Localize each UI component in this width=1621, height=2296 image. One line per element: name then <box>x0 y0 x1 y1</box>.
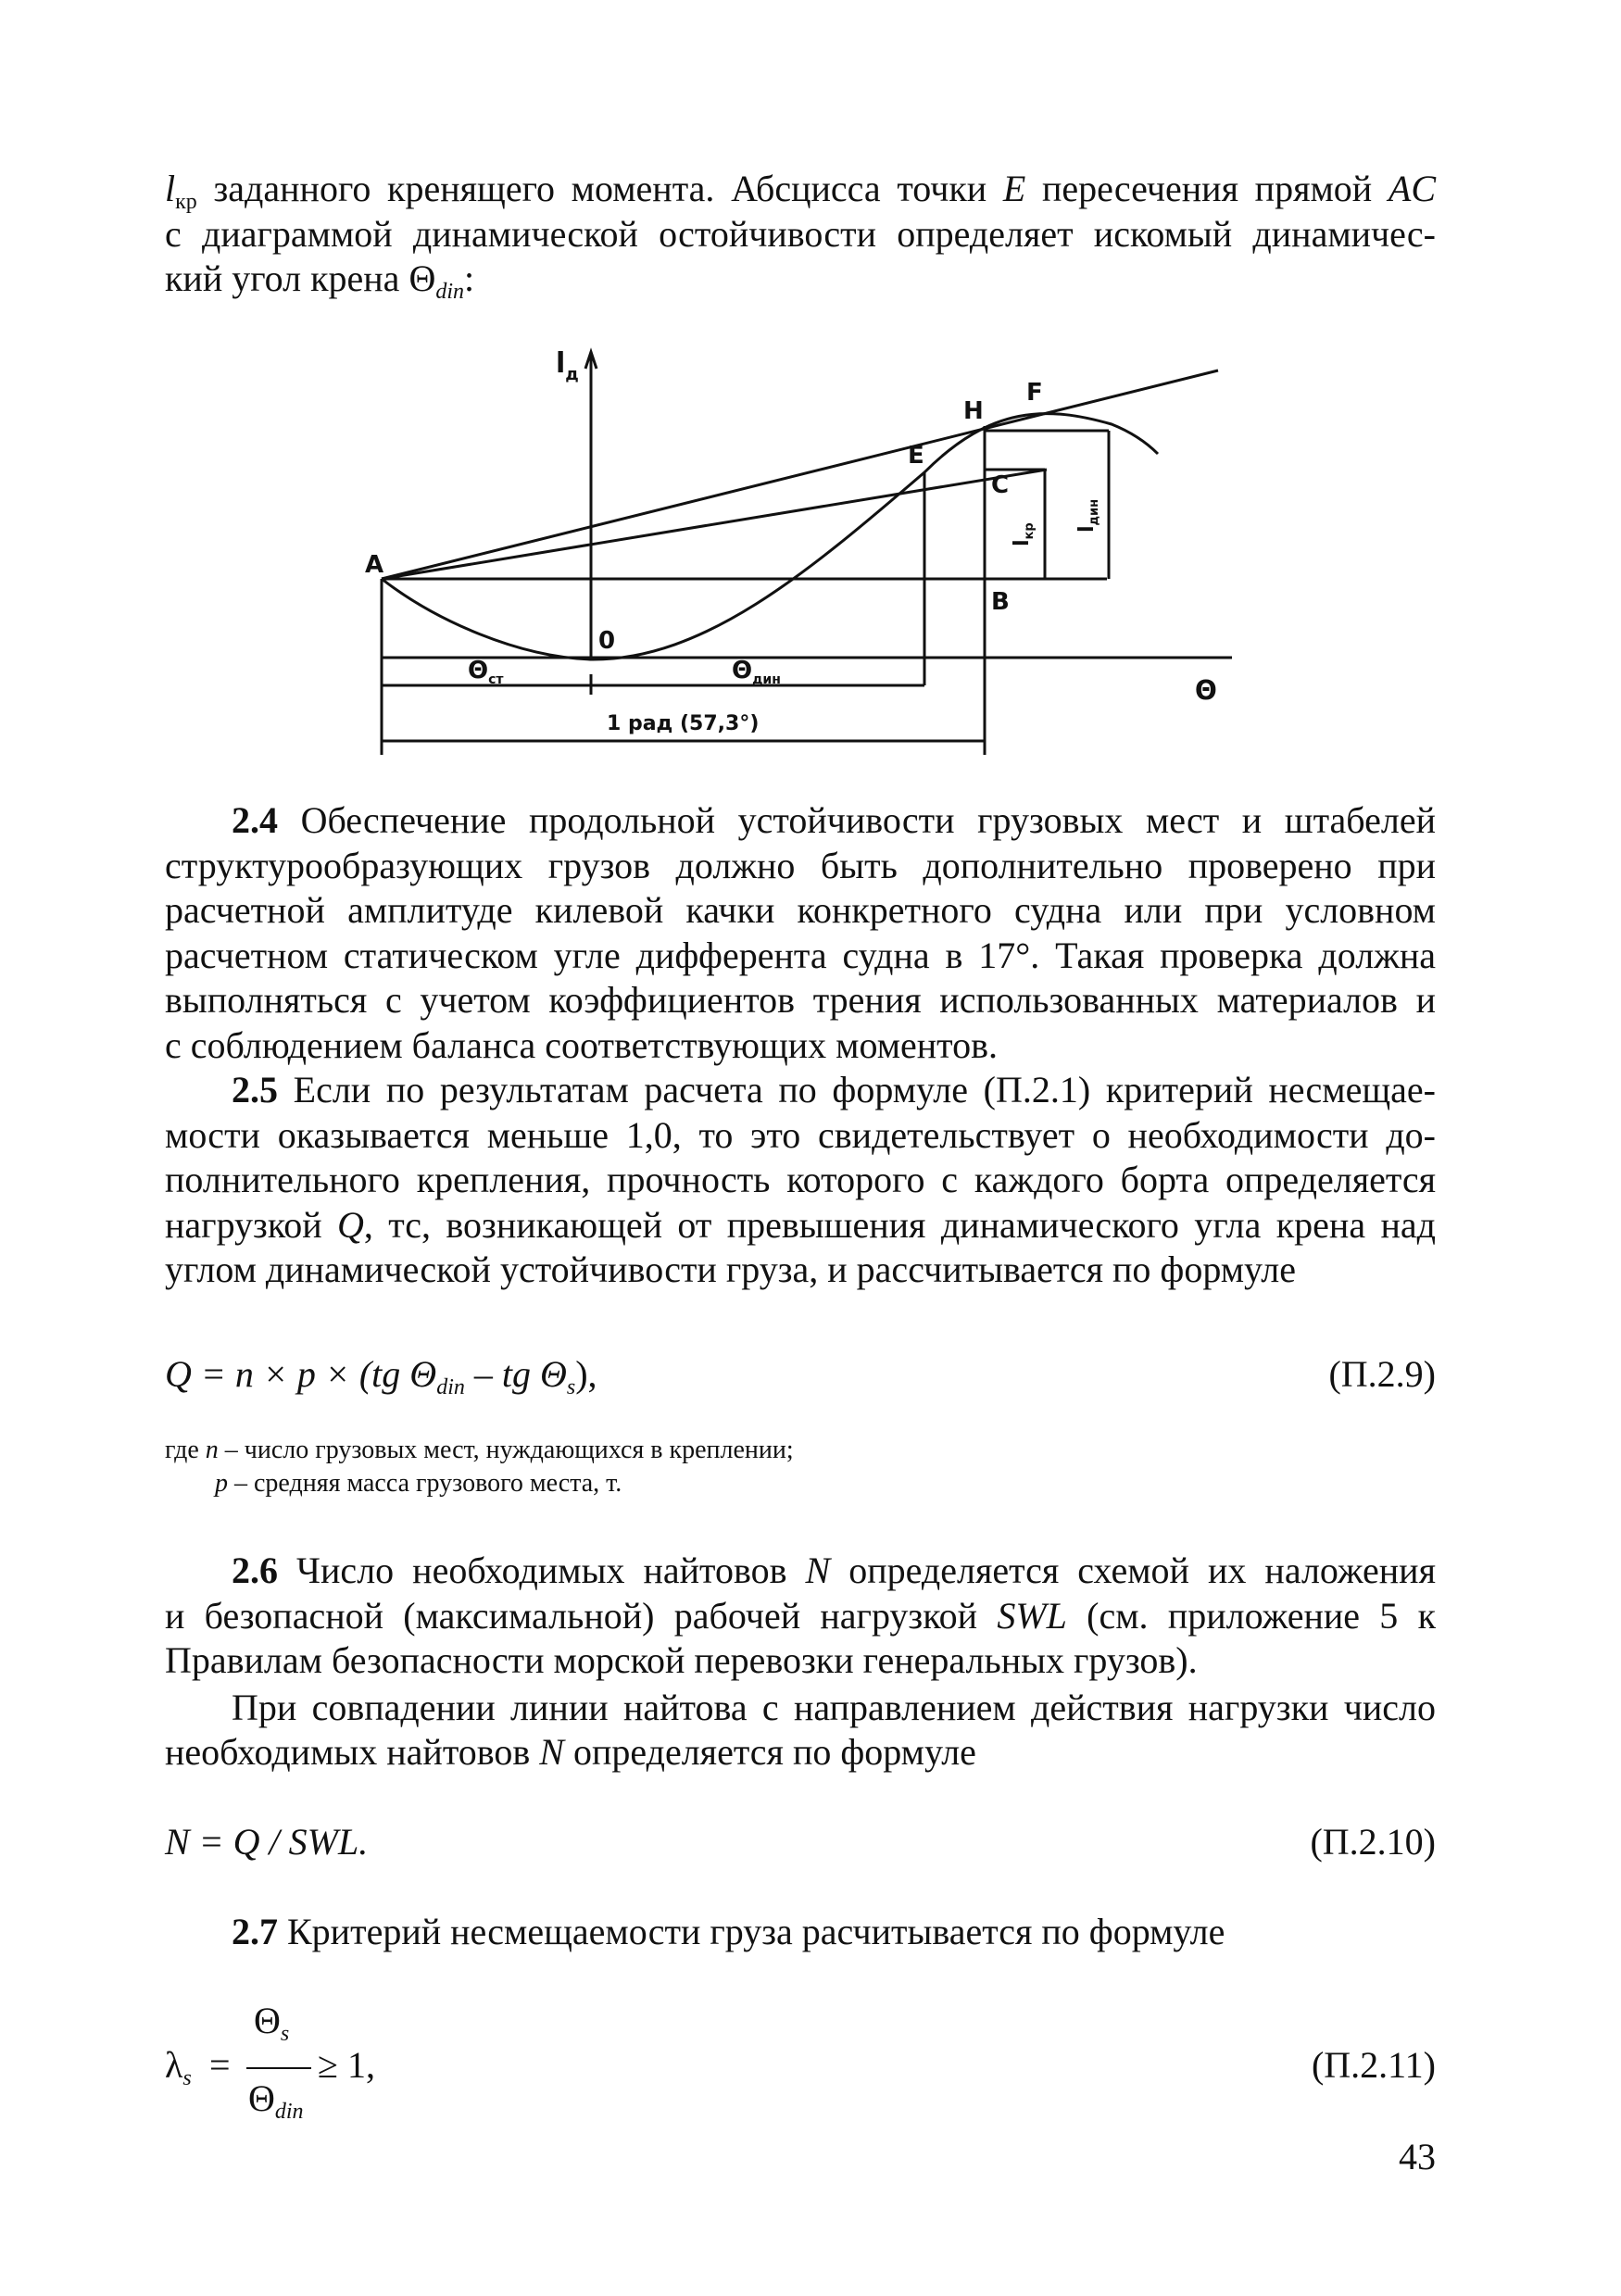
section-number: 2.7 <box>232 1911 278 1952</box>
fraction-denominator: $\Theta_{din}$ <box>248 2077 304 2124</box>
s25-line-1 <box>165 1068 1436 1113</box>
equation-number-p-2-10: (П.2.10) <box>1310 1821 1436 1863</box>
s25-line-2: мости оказывается меньше 1,0, то это свидетельствует о необходимости до- <box>165 1113 1436 1156</box>
label-theta-st: $\Theta_{ст}$ <box>468 657 504 687</box>
where-text-b: – число грузовых мест, нуждающихся в креплении; <box>218 1436 794 1464</box>
f29-mid: – tg Θ <box>464 1353 567 1395</box>
label-l-dyn: $l_{дин}$ <box>1075 498 1101 533</box>
intro-line-1 <box>165 167 1436 212</box>
label-o: 0 <box>598 627 616 655</box>
formula-p-2-11 <box>165 1999 443 2128</box>
s24-line-2: структурообразующих грузов должно быть дополнительно проверено при <box>165 844 1436 886</box>
s27-line-1 <box>165 1910 1436 1955</box>
label-l-axis: $l_д$ <box>556 347 579 384</box>
intro-line-3 <box>165 257 1436 302</box>
label-b: B <box>991 588 1010 616</box>
s24-line-1 <box>165 798 1436 844</box>
intro-text-a: заданного кренящего момента. Абсцисса точки <box>196 168 1003 209</box>
var-p: p <box>215 1469 228 1498</box>
s26-line-2 <box>165 1594 1436 1639</box>
label-l-kr: $l_{кр}$ <box>1011 522 1037 546</box>
f29-sub-s: s <box>566 1375 576 1399</box>
section-number: 2.6 <box>232 1549 278 1591</box>
s26-text-2b: (см. приложение 5 к <box>1066 1594 1437 1637</box>
s25-text-4b: , тс, возникающей от превышения динамического угла крена над <box>363 1203 1436 1246</box>
where-line-2 <box>215 1467 622 1500</box>
s27-text: Критерий несмещаемости груза расчитывается по формуле <box>278 1911 1225 1952</box>
dynamic-stability-diagram <box>0 333 1621 769</box>
dynamic-stability-curve <box>382 414 1158 659</box>
line-ac <box>382 470 1047 579</box>
s26-text-1a: Число необходимых найтовов <box>278 1549 806 1591</box>
label-theta-dyn: $\Theta_{дин}$ <box>732 657 781 687</box>
label-f: F <box>1026 379 1043 407</box>
formula-p-2-10: N = Q / SWL. <box>165 1821 369 1863</box>
where-text-a: где <box>165 1436 206 1464</box>
intro-text-c: кий угол крена Θ <box>165 257 436 299</box>
fraction-numerator: $\Theta_s$ <box>254 2000 290 2046</box>
s26-p2-line-1: При совпадении линии найтова с направлением действия нагрузки число <box>232 1686 1436 1728</box>
colon: : <box>464 257 475 299</box>
section-2-7 <box>165 1910 1436 1955</box>
label-rad: 1 рад (57,3°) <box>607 712 760 735</box>
f29-end: ), <box>575 1353 597 1395</box>
page-number: 43 <box>1399 2136 1436 2177</box>
f29-sub-din: din <box>436 1375 465 1399</box>
where-text-c: – средняя масса грузового места, т. <box>228 1469 622 1498</box>
f211-rhs: ≥ 1, <box>318 2044 375 2086</box>
s24-line-4: расчетном статическом угле дифферента судна в 17°. Такая проверка должна <box>165 934 1436 976</box>
s25-text-1: Если по результатам расчета по формуле (П.2.1) критерий несмещае- <box>278 1069 1436 1110</box>
equals-sign: = <box>209 2044 231 2086</box>
s24-line-6: с соблюдением баланса соответствующих моментов. <box>165 1023 999 1066</box>
equation-number-p-2-11: (П.2.11) <box>1311 2044 1436 2086</box>
s26-line-1 <box>165 1549 1436 1594</box>
section-number: 2.5 <box>232 1069 278 1110</box>
l-symbol: l <box>165 168 176 209</box>
s26-line-3: Правилам безопасности морской перевозки генеральных грузов). <box>165 1639 1198 1681</box>
label-a: A <box>365 551 384 579</box>
label-h: H <box>963 397 984 425</box>
l-subscript: кр <box>175 190 197 214</box>
label-theta-axis: Θ <box>1195 675 1217 706</box>
label-e: E <box>908 442 924 470</box>
f29-lhs: Q = n × p × (tg Θ <box>165 1353 437 1395</box>
where-line-1 <box>165 1434 794 1467</box>
line-ac: AC <box>1388 168 1437 209</box>
s25-line-5: углом динамической устойчивости груза, и рассчитывается по формуле <box>165 1248 1296 1290</box>
intro-text-b: пересечения прямой <box>1025 168 1389 209</box>
var-n: N <box>805 1549 831 1591</box>
s25-line-3: полнительного крепления, прочность которого с каждого борта определяется <box>165 1159 1436 1200</box>
section-2-4 <box>165 798 1436 1068</box>
s26-p2-line-2 <box>165 1730 1436 1775</box>
var-q: Q <box>337 1203 364 1246</box>
s26-text-p2b: определяется по формуле <box>563 1731 976 1773</box>
s26-text-1b: определяется схемой их наложения <box>830 1549 1436 1591</box>
var-n: N <box>539 1731 564 1773</box>
var-n: n <box>205 1436 219 1464</box>
intro-paragraph <box>165 167 1436 302</box>
din-subscript: din <box>435 280 464 304</box>
s24-line-5: выполняться с учетом коэффициентов трения использованных материалов и <box>165 979 1436 1021</box>
lambda-symbol: $\lambda_s$ <box>165 2044 192 2090</box>
formula-p-2-9 <box>165 1352 597 1397</box>
var-swl: SWL <box>997 1594 1067 1637</box>
line-a-h <box>382 370 1218 579</box>
point-e: E <box>1002 168 1026 209</box>
s26-text-p2a: необходимых найтовов <box>165 1731 540 1773</box>
s25-text-4a: нагрузкой <box>165 1203 338 1246</box>
fraction-bar <box>246 2067 311 2069</box>
s26-text-2a: и безопасной (максимальной) рабочей нагрузкой <box>165 1594 998 1637</box>
s24-text-1: Обеспечение продольной устойчивости грузовых мест и штабелей <box>278 799 1436 841</box>
equation-number-p-2-9: (П.2.9) <box>1328 1353 1436 1395</box>
s24-line-3: расчетной амплитуде килевой качки конкретного судна или при условном <box>165 889 1436 931</box>
section-2-5 <box>165 1068 1436 1293</box>
section-2-6 <box>165 1549 1436 1775</box>
s25-line-4 <box>165 1203 1436 1248</box>
section-number: 2.4 <box>232 799 278 841</box>
intro-line-2: с диаграммой динамической остойчивости определяет искомый динамичес- <box>165 212 1436 255</box>
label-c: C <box>991 471 1010 499</box>
